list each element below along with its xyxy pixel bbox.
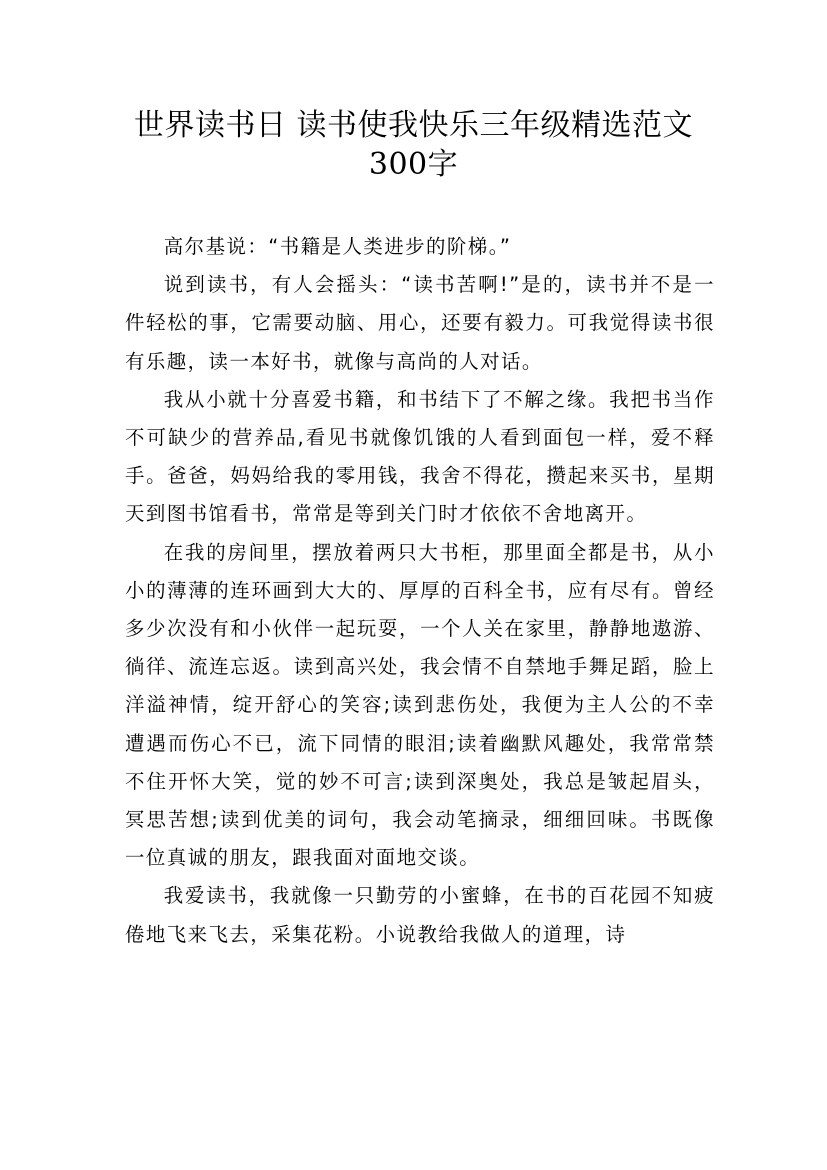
paragraph-quote: 高尔基说：“书籍是人类进步的阶梯。” — [163, 235, 512, 258]
paragraph-reading-fun: 说到读书，有人会摇头：“读书苦啊!”是的，读书并不是一件轻松的事，它需要动脑、用心，还要有毅力。可我觉得读书很有乐趣，读一本好书，就像与高尚的人对话。 — [125, 273, 715, 373]
document-title-line-2: 300字 — [368, 147, 459, 182]
document-body — [125, 228, 715, 954]
paragraph-bee: 我爱读书，我就像一只勤劳的小蜜蜂，在书的百花园不知疲倦地飞来飞去，采集花粉。小说教给我做人的道理，诗 — [125, 884, 715, 946]
paragraph-love-books: 我从小就十分喜爱书籍，和书结下了不解之缘。我把书当作不可缺少的营养品,看见书就像饥饿的人看到面包一样，爱不释手。爸爸，妈妈给我的零用钱，我舍不得花，攒起来买书，星期天到图书馆看书，常常是等到关门时才依依不舍地离开。 — [125, 387, 715, 526]
paragraph-my-room: 在我的房间里，摆放着两只大书柜，那里面全都是书，从小小的薄薄的连环画到大大的、厚厚的百科全书，应有尽有。曾经多少次没有和小伙伴一起玩耍，一个人关在家里，静静地遨游、徜徉、流连忘返。读到高兴处，我会情不自禁地手舞足蹈，脸上洋溢神情，绽开舒心的笑容;读到悲伤处，我便为主人公的不幸遭遇而伤心不已，流下同情的眼泪;读着幽默风趣处，我常常禁不住开怀大笑，觉的妙不可言;读到深奥处，我总是皱起眉头，冥思苦想;读到优美的词句，我会动笔摘录，细细回味。书既像一位真诚的朋友，跟我面对面地交谈。 — [125, 540, 715, 870]
document-title-line-1: 世界读书日 读书使我快乐三年级精选范文 — [133, 108, 694, 143]
